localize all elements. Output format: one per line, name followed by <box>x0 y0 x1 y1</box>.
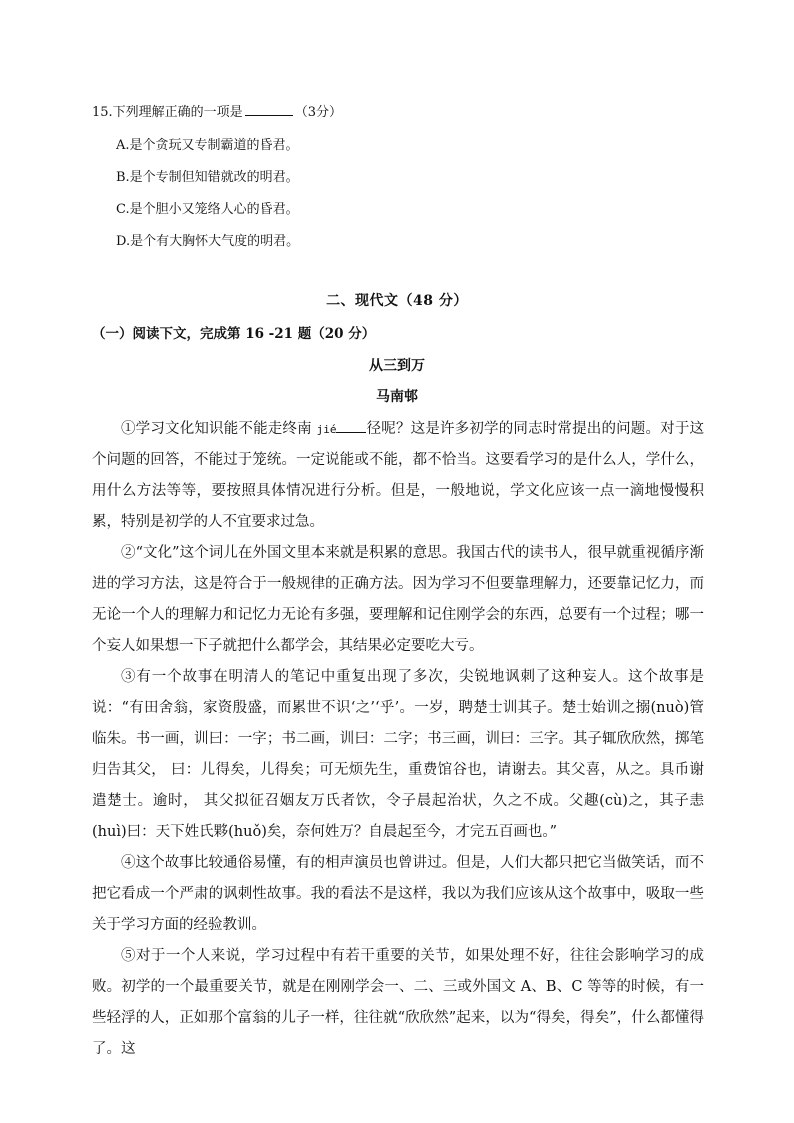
paragraph-2: ②“文化”这个词儿在外国文里本来就是积累的意思。我国古代的读书人，很早就重视循序渐进的学习方法，这是符合于一般规律的正确方法。因为学习不但要靠理解力，还要靠记忆力，而无论一个人的理解力和记忆力无论有多强，要理解和记住刚学会的东西，总要有一个过程；哪一个妄人如果想一下子就把什么都学会，其结果必定要吃大亏。 <box>92 545 704 654</box>
question-15-text: 15.下列理解正确的一项是 <box>92 105 243 120</box>
section-title: 二、现代文（48 分） <box>326 293 468 309</box>
option-a: A.是个贪玩又专制霸道的昏君。 <box>116 138 299 153</box>
paragraph-1 <box>92 414 704 538</box>
option-d: D.是个有大胸怀大气度的明君。 <box>116 234 300 249</box>
answer-blank <box>245 103 293 116</box>
fill-blank <box>336 418 366 433</box>
paragraph-3: ③有一个故事在明清人的笔记中重复出现了多次，尖锐地讽刺了这种妄人。这个故事是说：“有田舍翁，家资殷盛，而累世不识‘之’‘乎’。一岁，聘楚士训其子。楚士始训之搦(nuò)管临朱。书一画，训曰：一字；书二画，训曰：二字；书三画，训曰：三字。其子辄欣欣然，掷笔归告其父， 曰：儿得矣，儿得矣；可无烦先生，重费馆谷也，请谢去。其父喜，从之。具币谢遣楚士。逾时， 其父拟征召姻友万氏者饮，令子晨起治状，久之不成。父趣(cù)之，其子恚(huì)曰：天下姓氏夥(huǒ)矣，奈何姓万？自晨起至今，才完五百画也。” <box>92 669 704 840</box>
pinyin-hint: jié <box>316 423 337 436</box>
article-body <box>92 414 704 1065</box>
question-15-stem <box>92 101 342 120</box>
article-author: 马南邨 <box>376 389 418 405</box>
paragraph-1-rest: 径呢？这是许多初学的同志时常提出的问题。对于这个问题的回答，不能过于笼统。一定说能或不能，都不恰当。这要看学习的是什么人，学什么，用什么方法等等，要按照具体情况进行分析。但是，一般地说，学文化应该一点一滴地慢慢积累，特别是初学的人不宜要求过急。 <box>92 421 705 530</box>
article-title: 从三到万 <box>369 358 425 374</box>
question-15-score: （3分） <box>294 105 342 120</box>
paragraph-4: ④这个故事比较通俗易懂，有的相声演员也曾讲过。但是，人们大都只把它当做笑话，而不把它看成一个严肃的讽刺性故事。我的看法不是这样，我以为我们应该从这个故事中，吸取一些关于学习方面的经验教训。 <box>92 855 704 933</box>
option-b: B.是个专制但知错就改的明君。 <box>116 170 299 185</box>
option-c: C.是个胆小又笼络人心的昏君。 <box>116 202 299 217</box>
section-subtitle: （一）阅读下文，完成第 16 -21 题（20 分） <box>92 326 376 342</box>
paragraph-1-start: ①学习文化知识能不能走终南 <box>121 421 317 437</box>
paragraph-5: ⑤对于一个人来说，学习过程中有若干重要的关节，如果处理不好，往往会影响学习的成败。初学的一个最重要关节，就是在刚刚学会一、二、三或外国文 A、B、C 等等的时候，有一些轻浮的人，正如那个富翁的儿子一样，往往就“欣欣然”起来，以为“得矣，得矣”，什么都懂得了。这 <box>92 948 704 1057</box>
